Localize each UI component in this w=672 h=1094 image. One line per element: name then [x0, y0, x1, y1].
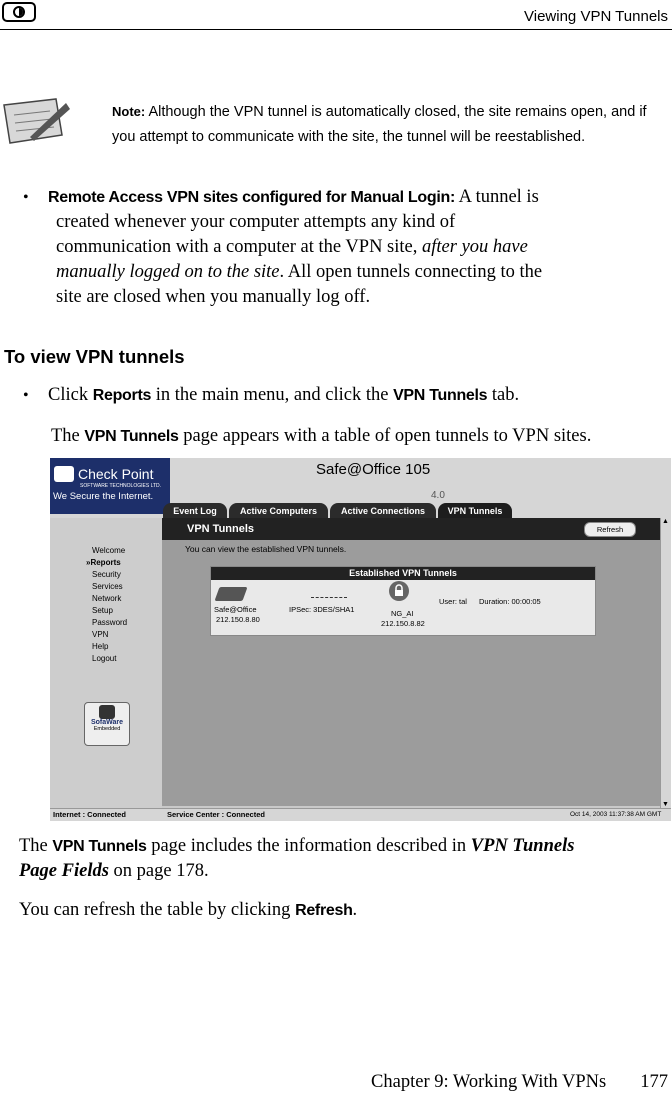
brand-tagline: We Secure the Internet.: [53, 491, 154, 502]
header-rule: [0, 29, 672, 30]
peer-name: NG_AI: [391, 609, 414, 618]
para-fields-ref: VPN Tunnels: [470, 836, 575, 856]
vpn-tunnels-screenshot: [50, 458, 671, 821]
step-pre: Click: [48, 385, 93, 405]
step-post: tab.: [487, 385, 520, 405]
refresh-button[interactable]: Refresh: [584, 522, 636, 537]
running-header: Viewing VPN Tunnels: [524, 8, 668, 25]
product-name: Safe@Office 105: [316, 461, 431, 478]
step-bullet: •: [23, 387, 29, 404]
content-area: [162, 518, 660, 806]
step-mid: in the main menu, and click the: [151, 385, 394, 405]
note-text: [112, 99, 657, 150]
footer-page-number: 177: [640, 1072, 668, 1092]
device-name: Safe@Office: [214, 605, 257, 614]
left-menu: [50, 518, 162, 808]
tunnel-duration: Duration: 00:00:05: [479, 597, 541, 606]
menu-vpn[interactable]: VPN: [92, 630, 109, 639]
brand-block: [50, 458, 170, 514]
bullet-manual-line1: [48, 185, 648, 210]
content-description: You can view the established VPN tunnels.: [185, 544, 347, 554]
para-fields-line2: [19, 859, 209, 884]
bullet-manual-text3: communication with a computer at the VPN site,: [56, 237, 422, 257]
peer-ip: 212.150.8.82: [381, 619, 425, 628]
step-text: [48, 383, 519, 408]
device-ip: 212.150.8.80: [216, 615, 260, 624]
scroll-down-icon[interactable]: ▼: [662, 801, 669, 808]
menu-security[interactable]: Security: [92, 570, 121, 579]
result-pre: The: [51, 426, 85, 446]
menu-logout[interactable]: Logout: [92, 654, 117, 663]
bullet-manual-line2: created whenever your computer attempts any kind of: [56, 212, 456, 232]
menu-help[interactable]: Help: [92, 642, 109, 651]
para-fields-pre: The: [19, 836, 53, 856]
para-refresh-btn: Refresh: [295, 902, 353, 919]
lock-icon: [389, 581, 409, 601]
tab-active-connections[interactable]: Active Connections: [330, 503, 436, 519]
footer-chapter: Chapter 9: Working With VPNs: [371, 1072, 607, 1092]
para-refresh-pre: You can refresh the table by clicking: [19, 900, 296, 920]
established-tunnels-table: [210, 566, 596, 636]
sofaware-logo: [84, 702, 130, 746]
para-fields-line1: [19, 834, 659, 859]
checkpoint-logo-icon: [54, 466, 74, 482]
tab-active-computers[interactable]: Active Computers: [229, 503, 328, 519]
menu-network[interactable]: Network: [92, 594, 122, 603]
page-footer: [371, 1072, 668, 1093]
content-title-bar: [162, 518, 660, 540]
bullet-manual-line3: [56, 235, 528, 260]
bullet-manual-text1: A tunnel is: [455, 187, 539, 207]
product-version: 4.0: [431, 490, 445, 501]
scrollbar[interactable]: [660, 518, 671, 808]
sofaware-sub: Embedded: [93, 726, 121, 732]
status-bar: [50, 808, 671, 821]
table-title: Established VPN Tunnels: [211, 567, 595, 580]
content-page-title: VPN Tunnels: [187, 523, 255, 535]
bullet-manual-em2: manually logged on to the site: [56, 262, 280, 282]
scroll-up-icon[interactable]: ▲: [662, 518, 669, 525]
note-body: Although the VPN tunnel is automatically closed, the site remains open, and if you attempt to communicate with the site, the tunnel will be reestablished.: [112, 104, 647, 145]
bullet-manual-line4: [56, 260, 542, 285]
sofaware-robot-icon: [99, 705, 115, 719]
note-pencil-icon: [0, 95, 70, 149]
bullet-manual-text4: . All open tunnels connecting to the: [279, 262, 543, 282]
tab-vpn-tunnels[interactable]: VPN Tunnels: [438, 503, 512, 519]
bullet-dot: •: [23, 189, 29, 206]
bullet-manual-em1: after you have: [422, 237, 528, 257]
ipsec-info: IPSec: 3DES/SHA1: [289, 605, 355, 614]
para-fields-post: on page 178.: [108, 861, 209, 881]
status-service-center: Service Center : Connected: [167, 810, 265, 819]
router-icon: [214, 587, 247, 601]
para-refresh: [19, 898, 357, 923]
note-label: Note:: [112, 104, 146, 119]
menu-services[interactable]: Services: [92, 582, 123, 591]
para-fields-page: VPN Tunnels: [52, 838, 147, 855]
brand-name: Check Point: [78, 466, 154, 482]
step-reports: Reports: [92, 387, 152, 404]
tunnel-user: User: tal: [439, 597, 467, 606]
status-internet: Internet : Connected: [53, 810, 126, 819]
sofaware-name: SofaWare: [90, 719, 124, 726]
result-post: page appears with a table of open tunnels to VPN sites.: [178, 426, 592, 446]
chapter-icon: [2, 2, 36, 22]
para-fields-mid: page includes the information described in: [146, 836, 471, 856]
bullet-manual-label: Remote Access VPN sites configured for Manual Login:: [48, 189, 455, 206]
brand-sub: SOFTWARE TECHNOLOGIES LTD.: [80, 483, 162, 489]
menu-password[interactable]: Password: [92, 618, 128, 627]
para-fields-ref2: Page Fields: [19, 861, 109, 881]
tab-event-log[interactable]: Event Log: [163, 503, 227, 519]
section-heading: To view VPN tunnels: [4, 346, 185, 367]
result-text: [51, 424, 591, 449]
bullet-manual-line5: site are closed when you manually log off.: [56, 287, 371, 307]
menu-welcome[interactable]: Welcome: [92, 546, 126, 555]
status-time: Oct 14, 2003 11:37:38 AM GMT: [570, 811, 662, 818]
tunnel-line-icon: [311, 597, 347, 598]
para-refresh-post: .: [352, 900, 358, 920]
step-tab: VPN Tunnels: [393, 387, 488, 404]
menu-reports[interactable]: »Reports: [86, 558, 121, 567]
menu-setup[interactable]: Setup: [92, 606, 113, 615]
result-page: VPN Tunnels: [84, 428, 179, 445]
